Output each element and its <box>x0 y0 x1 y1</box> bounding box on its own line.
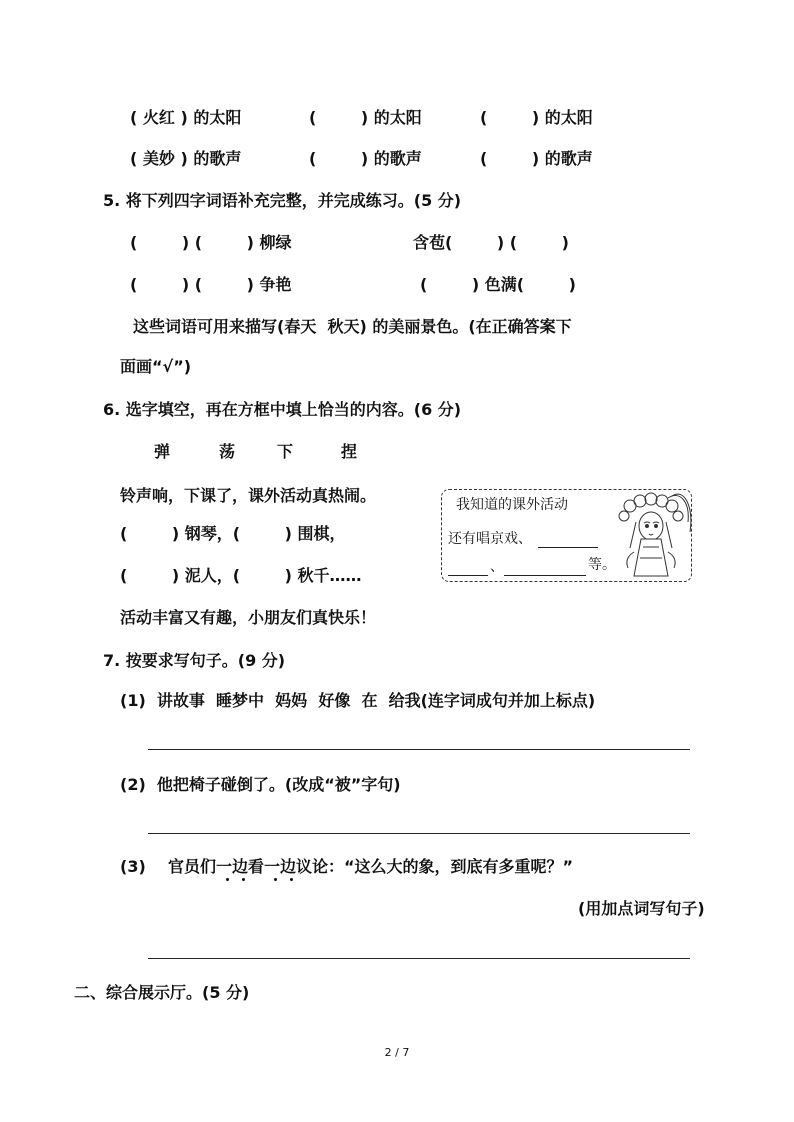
q6-char-1: 弹 <box>154 442 171 461</box>
q5-row2-right: ( ) 色满( ) <box>420 275 576 294</box>
emphasis-dot <box>274 878 277 881</box>
activity-box-line1: 还有唱京戏、 <box>448 531 532 547</box>
section2-heading: 二、综合展示厅。(5 分) <box>74 983 250 1002</box>
q7-sentence-3-note: (用加点词写句子) <box>578 899 705 918</box>
q7-answer-line-3[interactable] <box>148 958 690 959</box>
q7-answer-line-1[interactable] <box>148 749 690 750</box>
q4-row1-item2: ( ) 的太阳 <box>309 108 422 127</box>
q6-line4: 活动丰富又有趣，小朋友们真快乐！ <box>120 608 377 627</box>
q4-row1-item3: ( ) 的太阳 <box>480 108 593 127</box>
q4-row2-item2: ( ) 的歌声 <box>309 149 422 168</box>
activity-blank-3[interactable] <box>504 575 586 576</box>
q6-line2: ( ) 钢琴，( ) 围棋， <box>120 524 346 543</box>
emphasis-dot <box>290 878 293 881</box>
activity-box-end: 等。 <box>588 557 616 573</box>
q6-char-4: 捏 <box>341 442 358 461</box>
activity-blank-1[interactable] <box>538 547 598 548</box>
q4-row1-item1: ( 火红 ) 的太阳 <box>130 108 242 127</box>
q5-row1-right: 含苞( ) ( ) <box>413 233 569 252</box>
q7-sentence-3: (3) 官员们一边看一边议论：“这么大的象，到底有多重呢？” <box>120 857 574 876</box>
q7-title: 7. 按要求写句子。(9 分) <box>103 651 286 670</box>
activity-box-title: 我知道的课外活动 <box>456 497 568 513</box>
opera-girl-illustration <box>610 492 692 578</box>
emphasis-dot <box>242 878 245 881</box>
q7-sentence-1: (1) 讲故事 睡梦中 妈妈 好像 在 给我(连字词成句并加上标点) <box>120 691 596 710</box>
q7-sentence-2: (2) 他把椅子碰倒了。(改成“被”字句) <box>120 775 401 794</box>
page-number: 2 / 7 <box>384 1046 410 1059</box>
emphasis-dot <box>226 878 229 881</box>
q7-answer-line-2[interactable] <box>148 833 690 834</box>
q5-note-line2: 面画“√”) <box>120 357 192 376</box>
q5-title: 5. 将下列四字词语补充完整，并完成练习。(5 分) <box>103 191 462 210</box>
q6-line3: ( ) 泥人，( ) 秋千…… <box>120 566 362 585</box>
q6-title: 6. 选字填空，再在方框中填上恰当的内容。(6 分) <box>103 400 462 419</box>
q4-row2-item1: ( 美妙 ) 的歌声 <box>130 149 242 168</box>
q6-char-3: 下 <box>277 442 294 461</box>
q6-char-2: 荡 <box>219 442 236 461</box>
q5-note-line1: 这些词语可用来描写(春天 秋天) 的美丽景色。(在正确答案下 <box>133 317 572 336</box>
activity-box <box>441 489 692 582</box>
q5-row2-left: ( ) ( ) 争艳 <box>130 275 292 294</box>
activity-box-sep: 、 <box>490 559 504 575</box>
q6-line1: 铃声响，下课了，课外活动真热闹。 <box>120 486 377 505</box>
q4-row2-item3: ( ) 的歌声 <box>480 149 593 168</box>
q5-row1-left: ( ) ( ) 柳绿 <box>130 233 292 252</box>
activity-blank-2[interactable] <box>448 575 488 576</box>
